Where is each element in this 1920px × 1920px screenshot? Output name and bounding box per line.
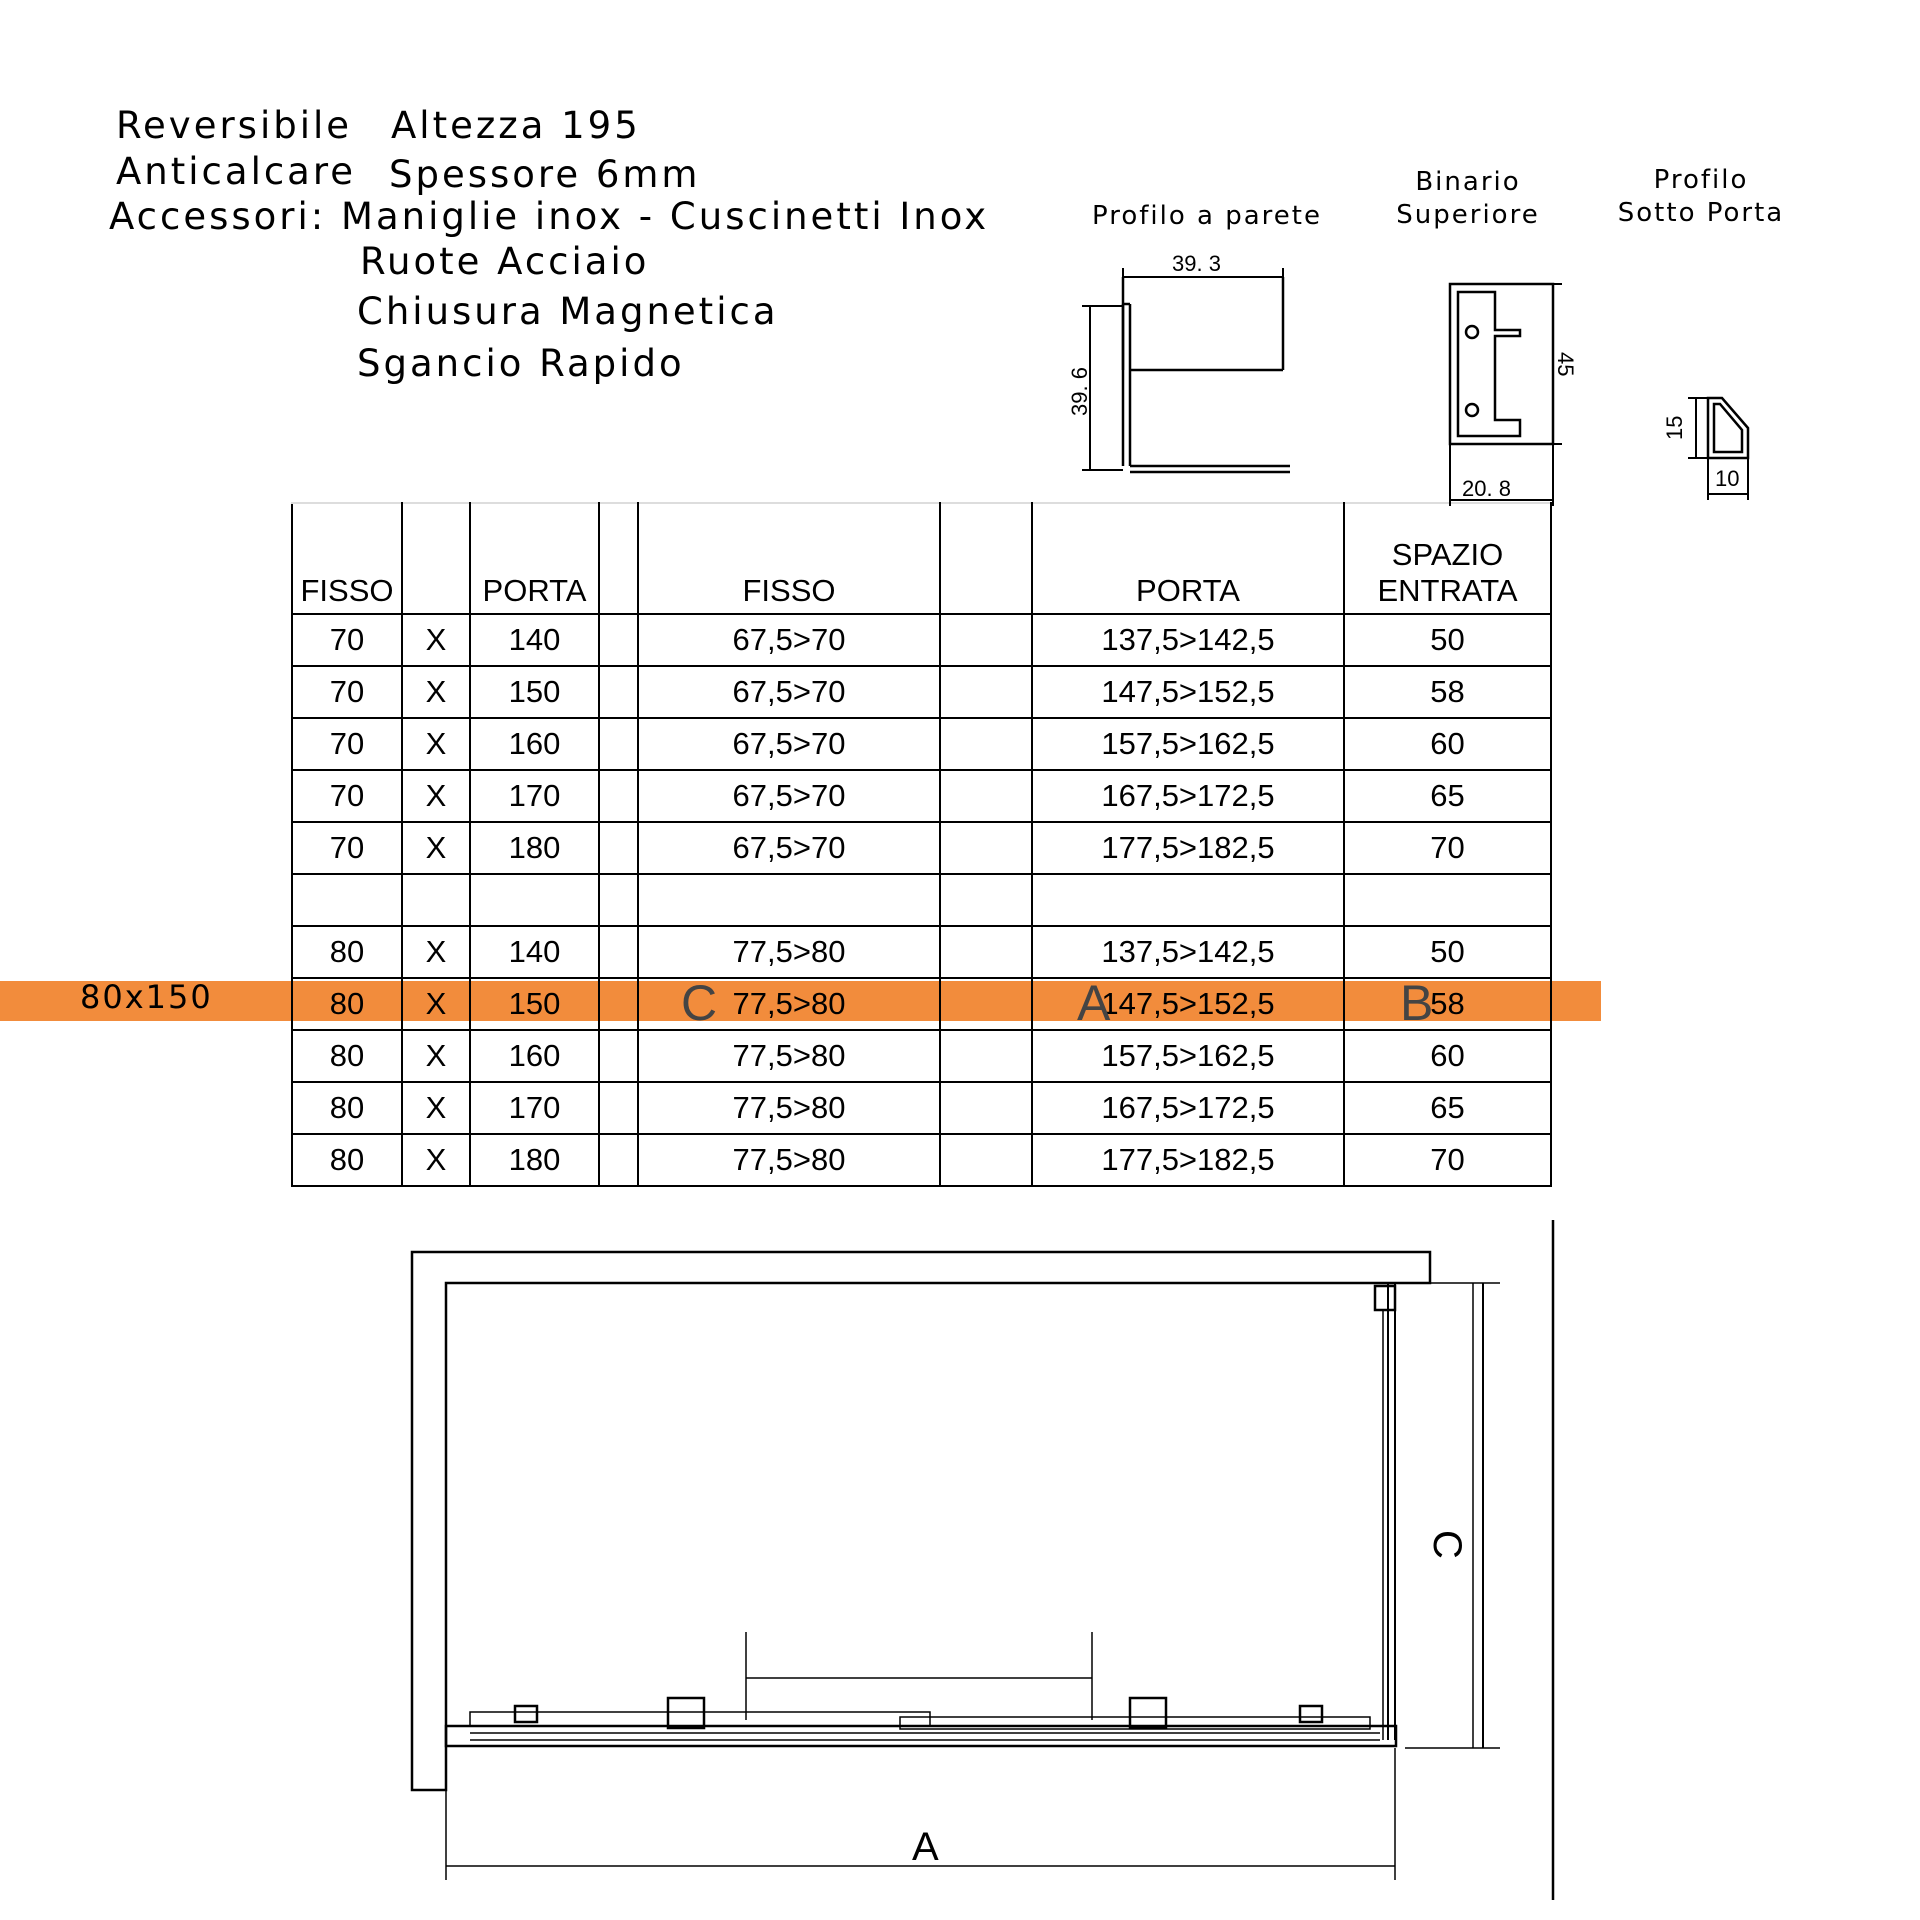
cell-porta-range: 177,5>182,5 xyxy=(1032,1134,1344,1186)
sill-title-line1: Profilo xyxy=(1653,165,1749,195)
cell-x: X xyxy=(402,1082,470,1134)
spec-sgancio: Sgancio Rapido xyxy=(357,342,685,385)
cell-x: X xyxy=(402,614,470,666)
cell-x: X xyxy=(402,926,470,978)
cell-spazio: 58 xyxy=(1344,978,1551,1030)
cell-fisso-range: 77,5>80 xyxy=(638,978,940,1030)
sill-title-line2: Sotto Porta xyxy=(1617,198,1785,228)
cell-spazio: 50 xyxy=(1344,926,1551,978)
cell-porta: 140 xyxy=(470,614,599,666)
header-fisso-range: FISSO xyxy=(638,503,940,614)
marker-b: B xyxy=(1400,975,1434,1031)
sill-width-dim: 10 xyxy=(1715,466,1740,491)
cell-porta: 140 xyxy=(470,926,599,978)
cell-fisso-range: 77,5>80 xyxy=(638,1134,940,1186)
marker-c: C xyxy=(681,975,718,1031)
cell-porta: 170 xyxy=(470,1082,599,1134)
cell-fisso: 80 xyxy=(292,978,402,1030)
cell-x: X xyxy=(402,718,470,770)
header-porta: PORTA xyxy=(470,503,599,614)
cell-fisso: 70 xyxy=(292,822,402,874)
cell-porta: 180 xyxy=(470,822,599,874)
sill-height-dim: 15 xyxy=(1662,415,1687,440)
cell-x: X xyxy=(402,1030,470,1082)
cell-spazio: 70 xyxy=(1344,1134,1551,1186)
spec-accessori: Accessori: Maniglie inox - Cuscinetti Inox xyxy=(109,195,990,238)
cell-porta: 160 xyxy=(470,718,599,770)
spec-altezza: Altezza 195 xyxy=(391,104,641,147)
cell-fisso: 80 xyxy=(292,1030,402,1082)
cell-fisso: 80 xyxy=(292,926,402,978)
header-spazio-entrata: SPAZIO ENTRATA xyxy=(1344,503,1551,614)
cell-fisso-range: 77,5>80 xyxy=(638,926,940,978)
wall-height-dim: 39. 6 xyxy=(1067,367,1092,416)
cell-x: X xyxy=(402,666,470,718)
cell-fisso: 80 xyxy=(292,1134,402,1186)
cell-fisso-range: 67,5>70 xyxy=(638,822,940,874)
cell-spazio: 70 xyxy=(1344,822,1551,874)
spec-chiusura: Chiusura Magnetica xyxy=(357,290,779,333)
cell-porta-range: 157,5>162,5 xyxy=(1032,718,1344,770)
cell-spazio: 65 xyxy=(1344,1082,1551,1134)
rail-height-dim: 45 xyxy=(1553,352,1578,377)
cell-fisso: 70 xyxy=(292,770,402,822)
wall-width-dim: 39. 3 xyxy=(1172,251,1221,276)
cell-fisso-range: 67,5>70 xyxy=(638,666,940,718)
cell-spazio: 50 xyxy=(1344,614,1551,666)
spec-reversibile: Reversibile xyxy=(116,104,353,147)
spec-anticalcare: Anticalcare xyxy=(116,150,357,193)
cell-porta-range: 167,5>172,5 xyxy=(1032,770,1344,822)
cell-fisso: 70 xyxy=(292,666,402,718)
cell-spazio: 60 xyxy=(1344,1030,1551,1082)
cell-x: X xyxy=(402,822,470,874)
cell-porta: 150 xyxy=(470,666,599,718)
spec-spessore: Spessore 6mm xyxy=(389,153,701,196)
cell-fisso: 80 xyxy=(292,1082,402,1134)
cell-porta: 160 xyxy=(470,1030,599,1082)
cell-porta-range: 137,5>142,5 xyxy=(1032,614,1344,666)
cell-x: X xyxy=(402,978,470,1030)
cell-porta-range: 137,5>142,5 xyxy=(1032,926,1344,978)
cell-fisso-range: 67,5>70 xyxy=(638,718,940,770)
shower-plan-drawing xyxy=(412,1220,1553,1900)
rail-width-dim: 20. 8 xyxy=(1462,476,1511,501)
cell-porta: 180 xyxy=(470,1134,599,1186)
cell-porta-range: 177,5>182,5 xyxy=(1032,822,1344,874)
plan-dim-a: A xyxy=(912,1825,939,1869)
header-fisso: FISSO xyxy=(292,503,402,614)
cell-fisso-range: 67,5>70 xyxy=(638,770,940,822)
cell-porta-range: 147,5>152,5 xyxy=(1032,666,1344,718)
cell-fisso: 70 xyxy=(292,614,402,666)
cell-fisso: 70 xyxy=(292,718,402,770)
cell-porta: 150 xyxy=(470,978,599,1030)
cell-spazio: 65 xyxy=(1344,770,1551,822)
cell-porta-range: 147,5>152,5 xyxy=(1032,978,1344,1030)
cell-x: X xyxy=(402,770,470,822)
wall-profile-drawing xyxy=(1082,268,1290,472)
cell-porta-range: 157,5>162,5 xyxy=(1032,1030,1344,1082)
marker-a: A xyxy=(1077,975,1111,1031)
cell-fisso-range: 77,5>80 xyxy=(638,1030,940,1082)
cell-fisso-range: 77,5>80 xyxy=(638,1082,940,1134)
rail-profile-drawing xyxy=(1450,284,1562,506)
cell-fisso-range: 67,5>70 xyxy=(638,614,940,666)
rail-title-line2: Superiore xyxy=(1396,200,1540,230)
cell-spazio: 60 xyxy=(1344,718,1551,770)
rail-title-line1: Binario xyxy=(1415,167,1521,197)
header-porta-range: PORTA xyxy=(1032,503,1344,614)
cell-x: X xyxy=(402,1134,470,1186)
wall-profile-title: Profilo a parete xyxy=(1092,201,1322,231)
spec-ruote: Ruote Acciaio xyxy=(360,240,650,283)
cell-porta-range: 167,5>172,5 xyxy=(1032,1082,1344,1134)
plan-dim-c: C xyxy=(1425,1530,1469,1559)
cell-spazio: 58 xyxy=(1344,666,1551,718)
cell-porta: 170 xyxy=(470,770,599,822)
highlight-label: 80x150 xyxy=(80,978,213,1016)
